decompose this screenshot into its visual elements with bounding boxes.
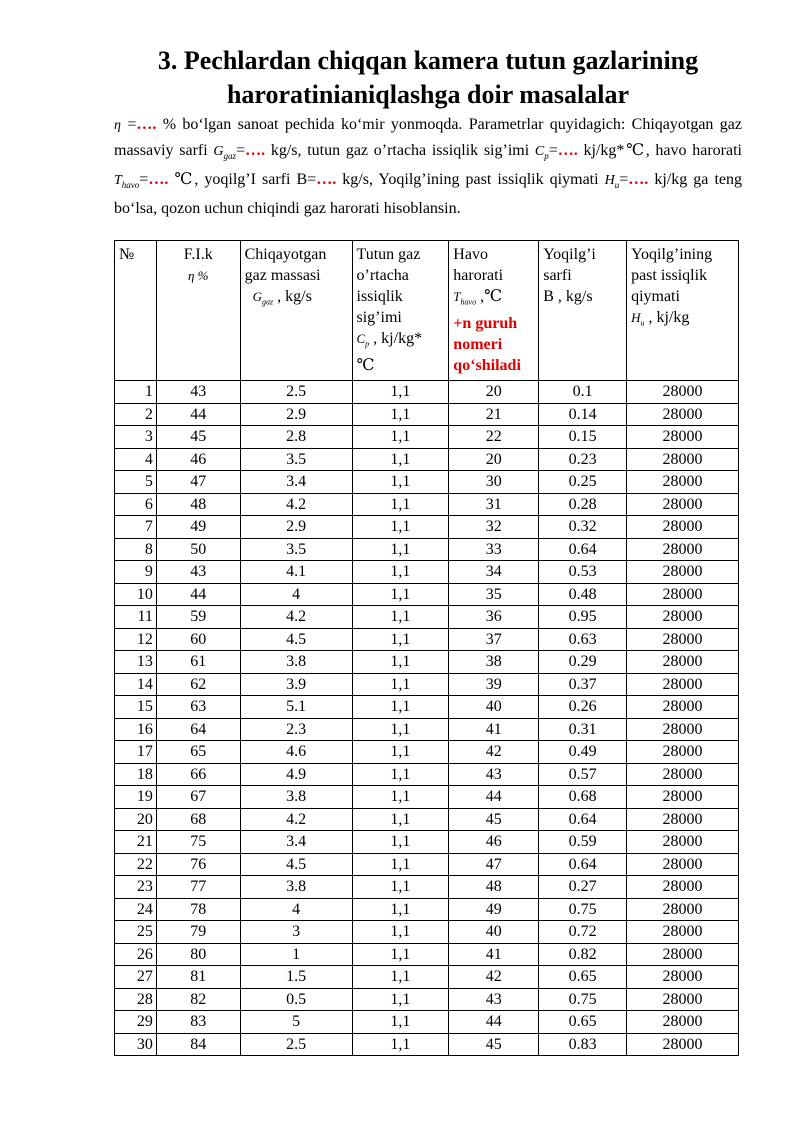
- table-row: [115, 718, 739, 741]
- table-row: [115, 651, 739, 674]
- table-cell: 67: [156, 786, 240, 809]
- table-cell: 11: [115, 606, 157, 629]
- table-cell: 34: [449, 561, 539, 584]
- table-cell: 0.57: [539, 763, 627, 786]
- header-fik: F.I.k η %: [156, 241, 240, 381]
- table-cell: 28000: [627, 561, 739, 584]
- table-cell: 43: [449, 763, 539, 786]
- table-body: [115, 381, 739, 1056]
- table-cell: 27: [115, 966, 157, 989]
- header-air-temperature: Havo harorati $T_{havo}$ ,℃ +n guruh nomeri qo‘shiladi: [449, 241, 539, 381]
- table-cell: 28000: [627, 516, 739, 539]
- table-cell: 40: [449, 696, 539, 719]
- table-cell: 28000: [627, 898, 739, 921]
- table-cell: 28000: [627, 583, 739, 606]
- table-cell: 17: [115, 741, 157, 764]
- table-row: [115, 516, 739, 539]
- table-cell: 6: [115, 493, 157, 516]
- table-cell: 28000: [627, 763, 739, 786]
- blank-h-u: ….: [628, 170, 649, 188]
- table-cell: 0.82: [539, 943, 627, 966]
- table-cell: 4.6: [240, 741, 352, 764]
- table-cell: 26: [115, 943, 157, 966]
- table-cell: 0.5: [240, 988, 352, 1011]
- table-cell: 2.8: [240, 426, 352, 449]
- page-title: 3. Pechlardan chiqqan kamera tutun gazlarining haroratinianiqlashga doir masalalar: [157, 46, 699, 109]
- table-row: [115, 1033, 739, 1056]
- table-cell: 4: [115, 448, 157, 471]
- table-cell: 4.9: [240, 763, 352, 786]
- table-row: [115, 741, 739, 764]
- table-cell: 0.1: [539, 381, 627, 404]
- table-cell: 2.9: [240, 403, 352, 426]
- table-row: [115, 853, 739, 876]
- table-cell: 3.4: [240, 471, 352, 494]
- table-cell: 1,1: [352, 741, 449, 764]
- table-cell: 2.5: [240, 381, 352, 404]
- table-row: [115, 786, 739, 809]
- table-cell: 28000: [627, 966, 739, 989]
- table-cell: 44: [156, 583, 240, 606]
- table-cell: 1,1: [352, 1033, 449, 1056]
- table-cell: 0.59: [539, 831, 627, 854]
- table-cell: 1,1: [352, 426, 449, 449]
- table-cell: 0.26: [539, 696, 627, 719]
- table-row: [115, 381, 739, 404]
- table-cell: 1,1: [352, 853, 449, 876]
- table-row: [115, 966, 739, 989]
- table-cell: 4.5: [240, 853, 352, 876]
- table-cell: 66: [156, 763, 240, 786]
- table-row: [115, 943, 739, 966]
- table-cell: 28000: [627, 988, 739, 1011]
- table-row: [115, 876, 739, 899]
- table-cell: 2.9: [240, 516, 352, 539]
- table-cell: 1,1: [352, 718, 449, 741]
- table-cell: 21: [115, 831, 157, 854]
- table-cell: 44: [449, 1011, 539, 1034]
- table-cell: 28000: [627, 1011, 739, 1034]
- table-row: [115, 696, 739, 719]
- table-cell: 83: [156, 1011, 240, 1034]
- g-gaz-symbol: $G_{gaz}$: [213, 143, 237, 161]
- table-cell: 16: [115, 718, 157, 741]
- table-cell: 4.5: [240, 628, 352, 651]
- table-cell: 28: [115, 988, 157, 1011]
- table-cell: 48: [449, 876, 539, 899]
- table-cell: 64: [156, 718, 240, 741]
- table-row: [115, 403, 739, 426]
- table-cell: 49: [156, 516, 240, 539]
- table-cell: 0.83: [539, 1033, 627, 1056]
- table-cell: 28000: [627, 853, 739, 876]
- table-cell: 0.31: [539, 718, 627, 741]
- table-cell: 30: [449, 471, 539, 494]
- table-cell: 38: [449, 651, 539, 674]
- table-cell: 5.1: [240, 696, 352, 719]
- table-cell: 80: [156, 943, 240, 966]
- table-cell: 47: [156, 471, 240, 494]
- table-cell: 1: [240, 943, 352, 966]
- table-row: [115, 673, 739, 696]
- table-cell: 1,1: [352, 583, 449, 606]
- header-no: №: [115, 241, 157, 381]
- table-cell: 1,1: [352, 898, 449, 921]
- table-cell: 76: [156, 853, 240, 876]
- table-cell: 46: [449, 831, 539, 854]
- table-cell: 1,1: [352, 471, 449, 494]
- table-cell: 0.15: [539, 426, 627, 449]
- table-cell: 20: [115, 808, 157, 831]
- table-header-row: [115, 241, 739, 381]
- table-cell: 1,1: [352, 493, 449, 516]
- table-cell: 79: [156, 921, 240, 944]
- table-cell: 35: [449, 583, 539, 606]
- table-cell: 3.5: [240, 538, 352, 561]
- table-cell: 46: [156, 448, 240, 471]
- table-cell: 30: [115, 1033, 157, 1056]
- table-cell: 3.8: [240, 651, 352, 674]
- table-cell: 1,1: [352, 651, 449, 674]
- table-row: [115, 831, 739, 854]
- header-lower-heating-value: Yoqilg’ining past issiqlik qiymati $H_u$ , kj/kg: [627, 241, 739, 381]
- table-cell: 28000: [627, 403, 739, 426]
- table-cell: 59: [156, 606, 240, 629]
- table-cell: 0.68: [539, 786, 627, 809]
- table-cell: 13: [115, 651, 157, 674]
- table-cell: 0.64: [539, 808, 627, 831]
- table-cell: 1.5: [240, 966, 352, 989]
- table-cell: 45: [449, 1033, 539, 1056]
- table-cell: 1,1: [352, 966, 449, 989]
- table-row: [115, 808, 739, 831]
- table-cell: 68: [156, 808, 240, 831]
- table-cell: 44: [449, 786, 539, 809]
- table-cell: 3.8: [240, 786, 352, 809]
- table-cell: 21: [449, 403, 539, 426]
- blank-b: ….: [316, 170, 337, 188]
- table-cell: 0.14: [539, 403, 627, 426]
- header-gas-mass: Chiqayotgan gaz massasi $G_{gaz}$ , kg/s: [240, 241, 352, 381]
- table-cell: 28000: [627, 876, 739, 899]
- table-cell: 28000: [627, 651, 739, 674]
- table-cell: 42: [449, 966, 539, 989]
- table-cell: 19: [115, 786, 157, 809]
- table-cell: 28000: [627, 786, 739, 809]
- table-cell: 43: [156, 381, 240, 404]
- problem-statement: η =…. % bo‘lgan sanoat pechida ko‘mir yonmoqda. Parametrlar quyidagich: Chiqayotgan gaz massaviy sarfi $G_{gaz}=\dots$. kg/s, tutun gaz o’rtacha issiqlik sig’imi $C_p=\dots$. kj/kg*℃, havo harorati $T_{havo}=\dots$. ℃, yoqilg’I sarfi B=…. kg/s, Yoqilg’ining past issiqlik qiymati $H_u=\dots$. kj/kg ga teng bo‘lsa, qozon uchun chiqindi gaz harorati hisoblansin.: [114, 116, 743, 218]
- table-cell: 24: [115, 898, 157, 921]
- table-row: [115, 493, 739, 516]
- table-row: [115, 628, 739, 651]
- table-cell: 28000: [627, 718, 739, 741]
- table-cell: 28000: [627, 921, 739, 944]
- table-row: [115, 583, 739, 606]
- table-cell: 50: [156, 538, 240, 561]
- table-cell: 43: [449, 988, 539, 1011]
- table-cell: 1,1: [352, 696, 449, 719]
- table-cell: 62: [156, 673, 240, 696]
- table-cell: 28000: [627, 808, 739, 831]
- table-cell: 28000: [627, 448, 739, 471]
- table-cell: 45: [156, 426, 240, 449]
- table-cell: 44: [156, 403, 240, 426]
- table-cell: 0.28: [539, 493, 627, 516]
- table-row: [115, 448, 739, 471]
- t-havo-symbol: $T_{havo}$: [114, 172, 140, 190]
- header-heat-capacity: Tutun gaz o’rtacha issiqlik sig’imi $C_p$ , kj/kg* ℃: [352, 241, 449, 381]
- table-cell: 28000: [627, 628, 739, 651]
- table-cell: 42: [449, 741, 539, 764]
- table-cell: 3.9: [240, 673, 352, 696]
- table-cell: 20: [449, 381, 539, 404]
- table-cell: 5: [115, 471, 157, 494]
- table-row: [115, 1011, 739, 1034]
- table-cell: 60: [156, 628, 240, 651]
- c-p-symbol: $C_p$: [534, 143, 549, 161]
- table-cell: 20: [449, 448, 539, 471]
- table-cell: 18: [115, 763, 157, 786]
- table-cell: 0.49: [539, 741, 627, 764]
- table-cell: 32: [449, 516, 539, 539]
- table-row: [115, 561, 739, 584]
- table-cell: 49: [449, 898, 539, 921]
- table-cell: 5: [240, 1011, 352, 1034]
- blank-g-gaz: ….: [245, 141, 266, 159]
- table-cell: 0.95: [539, 606, 627, 629]
- table-cell: 1,1: [352, 988, 449, 1011]
- table-cell: 1,1: [352, 448, 449, 471]
- table-cell: 29: [115, 1011, 157, 1034]
- table-cell: 0.32: [539, 516, 627, 539]
- table-cell: 0.27: [539, 876, 627, 899]
- table-cell: 7: [115, 516, 157, 539]
- table-cell: 31: [449, 493, 539, 516]
- table-cell: 28000: [627, 1033, 739, 1056]
- table-cell: 10: [115, 583, 157, 606]
- table-cell: 41: [449, 718, 539, 741]
- table-cell: 75: [156, 831, 240, 854]
- table-cell: 3.4: [240, 831, 352, 854]
- table-cell: 4.2: [240, 808, 352, 831]
- table-cell: 28000: [627, 673, 739, 696]
- table-cell: 61: [156, 651, 240, 674]
- table-cell: 4: [240, 898, 352, 921]
- table-cell: 39: [449, 673, 539, 696]
- table-cell: 48: [156, 493, 240, 516]
- table-cell: 47: [449, 853, 539, 876]
- blank-t-havo: ….: [148, 170, 169, 188]
- table-cell: 81: [156, 966, 240, 989]
- table-cell: 41: [449, 943, 539, 966]
- table-cell: 1,1: [352, 561, 449, 584]
- table-cell: 28000: [627, 493, 739, 516]
- table-cell: 4.1: [240, 561, 352, 584]
- table-cell: 1,1: [352, 538, 449, 561]
- blank-c-p: ….: [557, 141, 578, 159]
- table-cell: 1,1: [352, 763, 449, 786]
- table-cell: 0.53: [539, 561, 627, 584]
- header-fuel-consumption: Yoqilg’i sarfi B , kg/s: [539, 241, 627, 381]
- table-cell: 65: [156, 741, 240, 764]
- variants-table: [114, 240, 739, 1056]
- table-cell: 22: [115, 853, 157, 876]
- table-cell: 1,1: [352, 831, 449, 854]
- table-cell: 3.8: [240, 876, 352, 899]
- table-cell: 2: [115, 403, 157, 426]
- table-cell: 28000: [627, 606, 739, 629]
- table-row: [115, 988, 739, 1011]
- table-cell: 28000: [627, 471, 739, 494]
- table-cell: 15: [115, 696, 157, 719]
- table-cell: 82: [156, 988, 240, 1011]
- table-row: [115, 606, 739, 629]
- table-cell: 0.64: [539, 538, 627, 561]
- table-cell: 4.2: [240, 493, 352, 516]
- table-cell: 28000: [627, 741, 739, 764]
- table-cell: 0.64: [539, 853, 627, 876]
- table-cell: 1,1: [352, 943, 449, 966]
- table-row: [115, 471, 739, 494]
- table-cell: 45: [449, 808, 539, 831]
- table-cell: 28000: [627, 943, 739, 966]
- table-cell: 0.23: [539, 448, 627, 471]
- table-cell: 0.37: [539, 673, 627, 696]
- table-cell: 28000: [627, 696, 739, 719]
- table-cell: 0.29: [539, 651, 627, 674]
- table-cell: 9: [115, 561, 157, 584]
- table-cell: 0.75: [539, 988, 627, 1011]
- table-cell: 1,1: [352, 808, 449, 831]
- table-cell: 84: [156, 1033, 240, 1056]
- table-cell: 63: [156, 696, 240, 719]
- table-cell: 2.3: [240, 718, 352, 741]
- table-cell: 3: [115, 426, 157, 449]
- table-cell: 37: [449, 628, 539, 651]
- table-cell: 1,1: [352, 628, 449, 651]
- table-cell: 1,1: [352, 921, 449, 944]
- table-cell: 40: [449, 921, 539, 944]
- table-cell: 23: [115, 876, 157, 899]
- table-cell: 0.25: [539, 471, 627, 494]
- table-cell: 0.65: [539, 1011, 627, 1034]
- table-cell: 0.48: [539, 583, 627, 606]
- table-cell: 1,1: [352, 403, 449, 426]
- table-row: [115, 763, 739, 786]
- table-cell: 3.5: [240, 448, 352, 471]
- table-cell: 0.65: [539, 966, 627, 989]
- table-cell: 1: [115, 381, 157, 404]
- table-row: [115, 426, 739, 449]
- table-cell: 4: [240, 583, 352, 606]
- table-cell: 1,1: [352, 381, 449, 404]
- table-cell: 8: [115, 538, 157, 561]
- table-cell: 1,1: [352, 1011, 449, 1034]
- table-cell: 43: [156, 561, 240, 584]
- table-cell: 36: [449, 606, 539, 629]
- table-cell: 28000: [627, 538, 739, 561]
- table-cell: 0.63: [539, 628, 627, 651]
- h-u-symbol: $H_u$: [604, 172, 620, 190]
- table-cell: 1,1: [352, 606, 449, 629]
- table-cell: 28000: [627, 426, 739, 449]
- table-cell: 0.75: [539, 898, 627, 921]
- table-cell: 77: [156, 876, 240, 899]
- table-cell: 4.2: [240, 606, 352, 629]
- table-cell: 28000: [627, 831, 739, 854]
- table-row: [115, 898, 739, 921]
- group-number-note: +n guruh nomeri qo‘shiladi: [453, 314, 521, 374]
- table-cell: 3: [240, 921, 352, 944]
- table-cell: 78: [156, 898, 240, 921]
- table-cell: 1,1: [352, 516, 449, 539]
- table-cell: 2.5: [240, 1033, 352, 1056]
- table-cell: 1,1: [352, 786, 449, 809]
- table-cell: 1,1: [352, 673, 449, 696]
- table-row: [115, 921, 739, 944]
- blank-eta: ….: [136, 116, 157, 133]
- table-cell: 28000: [627, 381, 739, 404]
- table-row: [115, 538, 739, 561]
- table-cell: 0.72: [539, 921, 627, 944]
- table-cell: 14: [115, 673, 157, 696]
- table-cell: 22: [449, 426, 539, 449]
- table-cell: 25: [115, 921, 157, 944]
- table-cell: 1,1: [352, 876, 449, 899]
- table-cell: 12: [115, 628, 157, 651]
- eta-symbol: η: [114, 118, 121, 133]
- table-cell: 33: [449, 538, 539, 561]
